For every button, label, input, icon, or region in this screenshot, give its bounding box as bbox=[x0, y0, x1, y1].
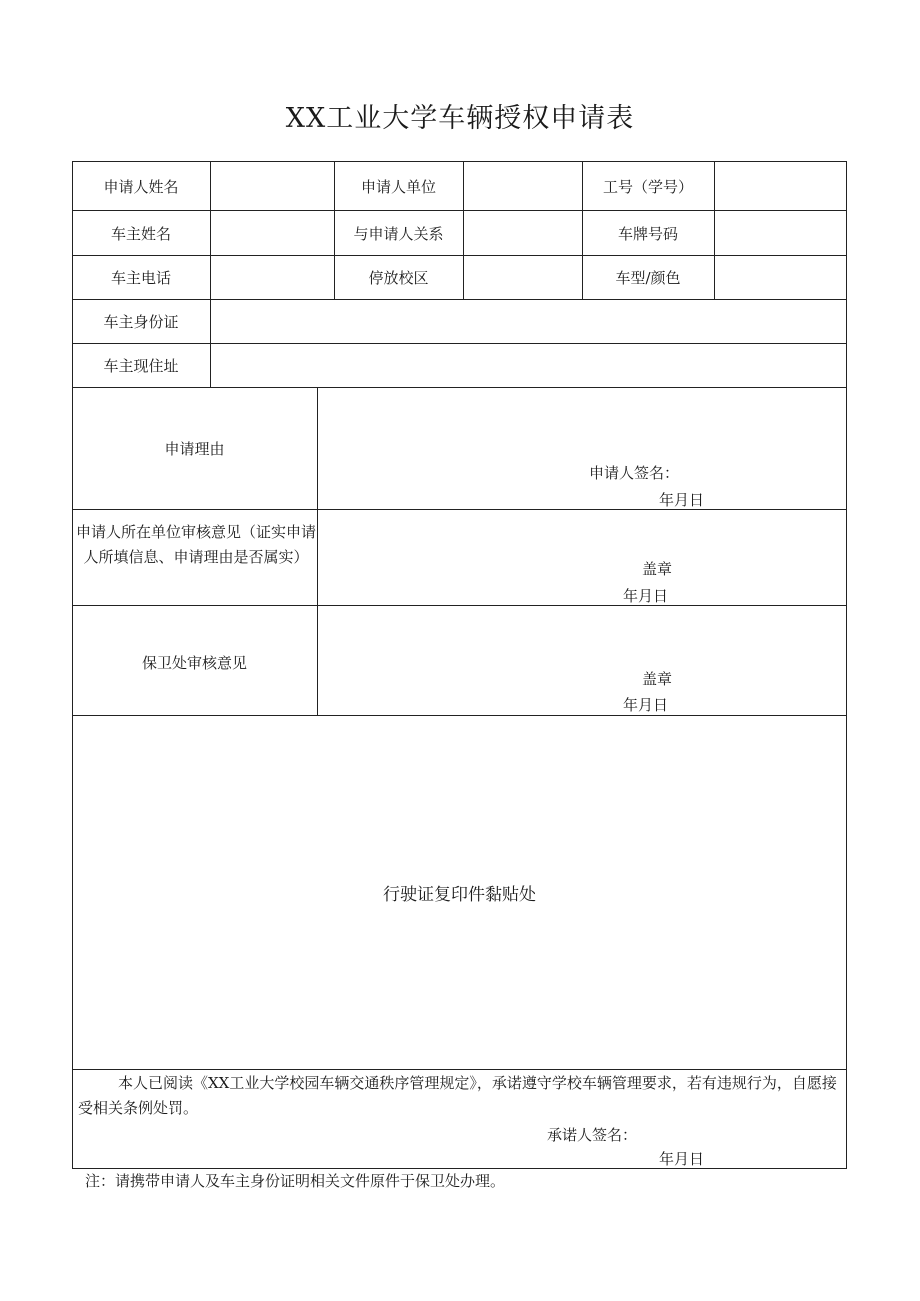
owner-phone-field[interactable] bbox=[211, 256, 334, 299]
label-parking-campus: 停放校区 bbox=[368, 269, 429, 287]
owner-address-field[interactable] bbox=[211, 344, 846, 387]
pledge-date-label: 年月日 bbox=[659, 1150, 705, 1168]
applicant-signature-label: 申请人签名： bbox=[589, 464, 680, 482]
unit-seal-label: 盖章 bbox=[642, 560, 673, 578]
plate-number-field[interactable] bbox=[715, 211, 846, 255]
label-owner-id: 车主身份证 bbox=[103, 313, 179, 331]
footnote: 注：请携带申请人及车主身份证明相关文件原件于保卫处办理。 bbox=[85, 1172, 506, 1190]
staff-id-field[interactable] bbox=[715, 162, 846, 210]
label-unit-review: 申请人所在单位审核意见（证实申请人所填信息、申请理由是否属实） bbox=[76, 523, 317, 566]
applicant-unit-field[interactable] bbox=[464, 162, 582, 210]
relationship-field[interactable] bbox=[464, 211, 582, 255]
label-owner-name: 车主姓名 bbox=[110, 224, 171, 243]
label-applicant-unit: 申请人单位 bbox=[360, 177, 436, 196]
label-applicant-name: 申请人姓名 bbox=[103, 177, 179, 196]
label-owner-phone: 车主电话 bbox=[110, 269, 171, 287]
owner-name-field[interactable] bbox=[211, 211, 334, 255]
security-date-label: 年月日 bbox=[623, 696, 669, 714]
parking-campus-field[interactable] bbox=[464, 256, 582, 299]
label-staff-id: 工号（学号） bbox=[602, 177, 693, 196]
reason-field[interactable] bbox=[318, 388, 846, 509]
label-model-color: 车型/颜色 bbox=[615, 269, 681, 287]
label-relationship: 与申请人关系 bbox=[353, 224, 444, 243]
license-copy-label: 行驶证复印件黏贴处 bbox=[383, 885, 536, 905]
unit-date-label: 年月日 bbox=[623, 587, 669, 605]
label-plate-number: 车牌号码 bbox=[617, 224, 678, 243]
unit-review-field[interactable] bbox=[318, 510, 846, 605]
form-title: XX工业大学车辆授权申请表 bbox=[285, 103, 635, 134]
applicant-name-field[interactable] bbox=[211, 162, 334, 210]
pledger-signature-label: 承诺人签名： bbox=[547, 1126, 638, 1144]
label-reason: 申请理由 bbox=[164, 440, 225, 458]
label-owner-address: 车主现住址 bbox=[103, 357, 179, 375]
security-review-field[interactable] bbox=[318, 606, 846, 715]
label-security-review: 保卫处审核意见 bbox=[141, 654, 247, 672]
model-color-field[interactable] bbox=[715, 256, 846, 299]
license-copy-area[interactable] bbox=[72, 716, 847, 1069]
row-divider bbox=[72, 1069, 847, 1070]
reason-date-label: 年月日 bbox=[659, 491, 705, 509]
pledge-text: 本人已阅读《XX工业大学校园车辆交通秩序管理规定》，承诺遵守学校车辆管理要求，若有违规行为，自愿接受相关条例处罚。 bbox=[78, 1074, 837, 1117]
owner-id-field[interactable] bbox=[211, 300, 846, 343]
security-seal-label: 盖章 bbox=[642, 670, 673, 688]
